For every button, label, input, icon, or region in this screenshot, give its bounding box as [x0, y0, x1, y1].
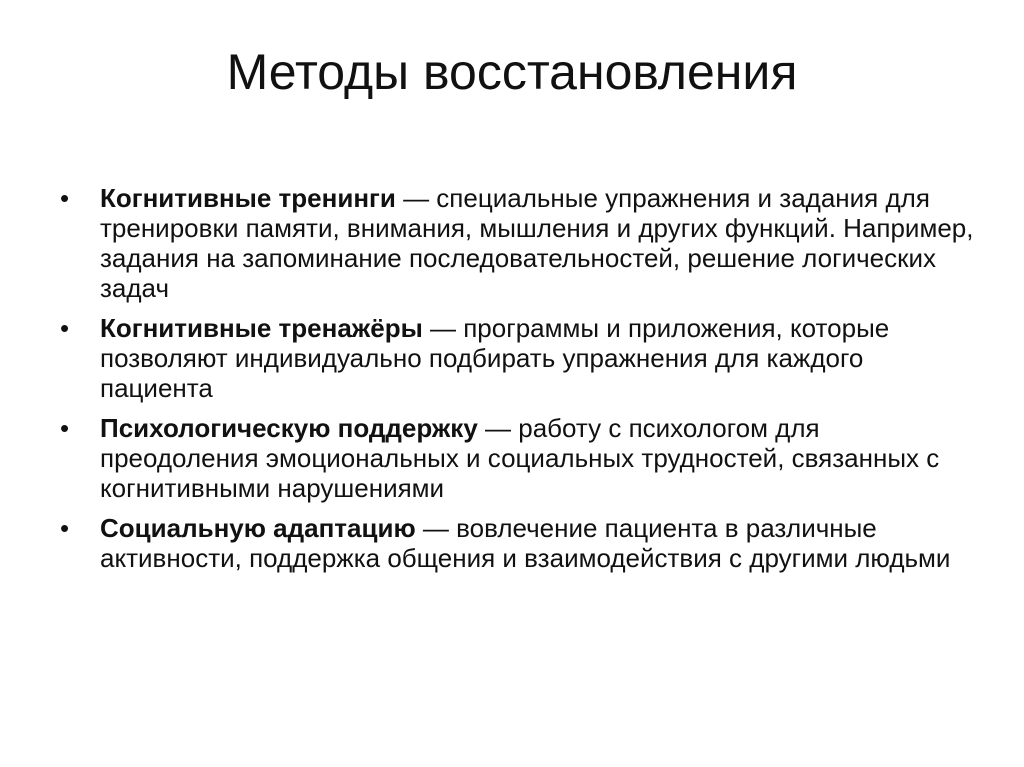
bullet-marker: • — [60, 513, 70, 543]
bullet-item-cognitive-training — [60, 183, 980, 303]
bullet-term: Психологическую поддержку — [100, 413, 478, 443]
bullet-term: Когнитивные тренинги — [100, 183, 396, 213]
bullet-term: Когнитивные тренажёры — [100, 313, 423, 343]
bullet-list — [60, 183, 980, 583]
bullet-marker: • — [60, 413, 70, 443]
bullet-item-psychological-support — [60, 413, 980, 503]
bullet-item-cognitive-trainers — [60, 313, 980, 403]
bullet-text: — вовлечение пациента в различные активности, поддержка общения и взаимодействия с другими людьми — [100, 513, 951, 573]
bullet-marker: • — [60, 313, 70, 343]
slide-title: Методы восстановления — [226, 44, 798, 100]
bullet-marker: • — [60, 183, 70, 213]
bullet-text: — работу с психологом для преодоления эмоциональных и социальных трудностей, связанных с когнитивными нарушениями — [100, 413, 940, 503]
bullet-term: Социальную адаптацию — [100, 513, 416, 543]
bullet-text: — специальные упражнения и задания для тренировки памяти, внимания, мышления и других функций. Например, задания на запоминание последовательностей, решение логических задач — [100, 183, 974, 303]
bullet-item-social-adaptation — [60, 513, 980, 573]
bullet-text: — программы и приложения, которые позволяют индивидуально подбирать упражнения для каждого пациента — [100, 313, 890, 403]
